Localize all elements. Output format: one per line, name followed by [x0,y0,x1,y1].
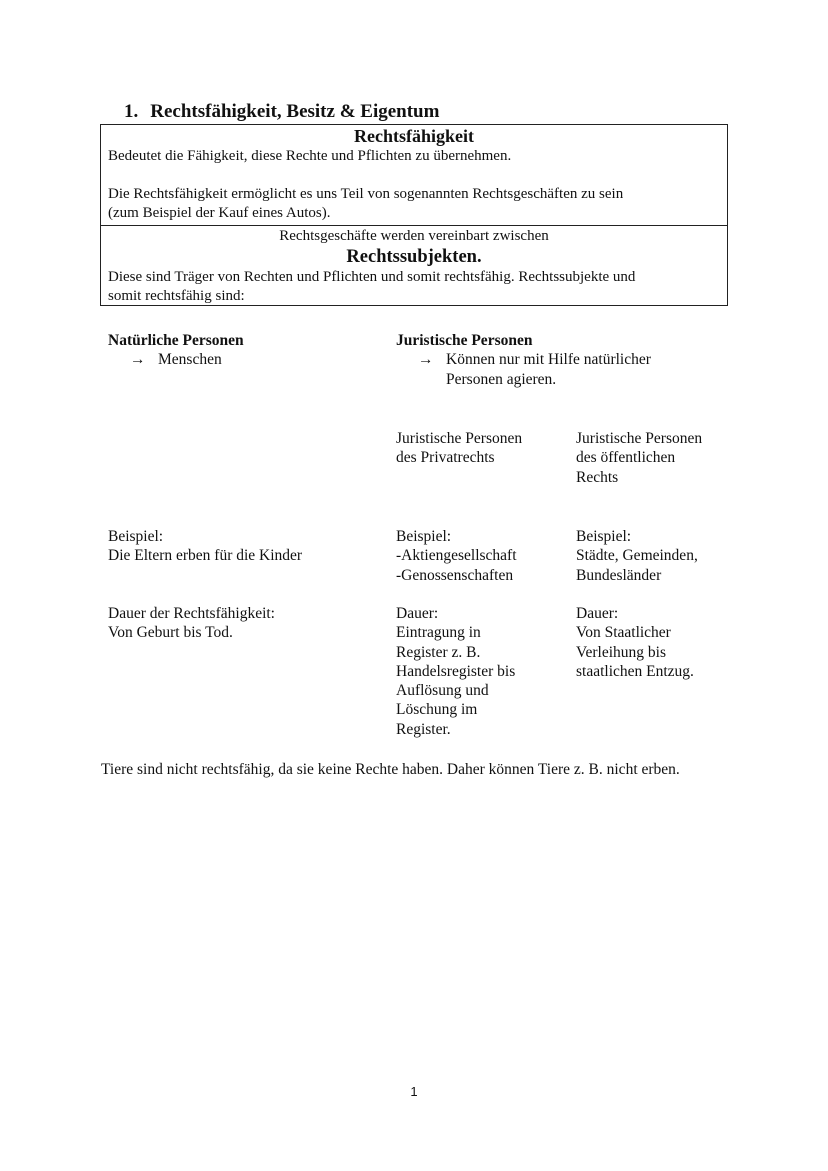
juristic-arrow-text-cont: Personen agieren. [446,370,557,388]
private-duration [396,604,515,739]
private-law-title [396,429,522,468]
section-number: 1. [124,101,139,122]
example-text: -Aktiengesellschaft [396,547,517,565]
example-label: Beispiel: [576,528,632,545]
arrow-right-icon: → [418,351,434,369]
duration-text: Register. [396,720,451,738]
rechtssubjekte-box [100,225,728,306]
example-text: Die Eltern erben für die Kinder [108,547,303,565]
section-title: Rechtsfähigkeit, Besitz & Eigentum [150,101,440,122]
example-text: -Genossenschaften [396,566,514,584]
example-label: Beispiel: [108,528,164,545]
example-text: Bundesländer [576,566,662,584]
juristic-title: Juristische Personen [396,332,533,349]
duration-label: Dauer: [576,605,619,622]
section-heading [124,101,439,123]
public-duration [576,604,694,681]
box-text-line: somit rechtsfähig sind: [108,288,245,304]
title-line: des Privatrechts [396,449,495,467]
title-line: des öffentlichen [576,449,676,467]
box-text-line: Die Rechtsfähigkeit ermöglicht es uns Teil von sogenannten Rechtsgeschäften zu sein [108,186,624,202]
duration-text: Register z. B. [396,643,481,661]
natural-example [108,527,302,566]
title-line: Juristische Personen [576,430,703,447]
duration-text: Von Staatlicher [576,624,671,642]
duration-text: Von Geburt bis Tod. [108,624,233,642]
public-law-title [576,429,702,487]
duration-text: Eintragung in [396,624,481,642]
example-label: Beispiel: [396,528,452,545]
natural-arrow-text: Menschen [158,351,222,369]
public-example [576,527,698,585]
natural-duration [108,604,275,643]
private-example [396,527,517,585]
natural-title: Natürliche Personen [108,332,244,349]
example-text: Städte, Gemeinden, [576,547,698,565]
duration-text: Verleihung bis [576,643,666,661]
animals-note: Tiere sind nicht rechtsfähig, da sie keine Rechte haben. Daher können Tiere z. B. nicht erben. [101,761,680,778]
juristic-arrow-line [396,350,651,369]
box-text-line: Bedeutet die Fähigkeit, diese Rechte und Pflichten zu übernehmen. [108,148,512,164]
natural-arrow-line [108,350,244,369]
duration-text: Auflösung und [396,682,489,700]
box-intro: Rechtsgeschäfte werden vereinbart zwischen [279,228,549,244]
box-title: Rechtssubjekten. [346,247,482,267]
natural-persons-header [108,331,244,370]
title-line: Rechts [576,468,619,486]
rechtsfaehigkeit-box [100,124,728,226]
duration-label: Dauer: [396,605,439,622]
duration-text: staatlichen Entzug. [576,662,694,680]
duration-text: Handelsregister bis [396,662,516,680]
title-line: Juristische Personen [396,430,523,447]
duration-label: Dauer der Rechtsfähigkeit: [108,605,275,622]
duration-text: Löschung im [396,701,478,719]
page-number: 1 [410,1084,418,1099]
box-text-line: (zum Beispiel der Kauf eines Autos). [108,205,331,221]
juristic-arrow-text: Können nur mit Hilfe natürlicher [446,351,651,369]
box-text-line: Diese sind Träger von Rechten und Pflichten und somit rechtsfähig. Rechtssubjekte und [108,269,636,285]
arrow-right-icon: → [130,351,146,369]
box-title: Rechtsfähigkeit [354,126,474,146]
juristic-persons-header [396,331,651,389]
